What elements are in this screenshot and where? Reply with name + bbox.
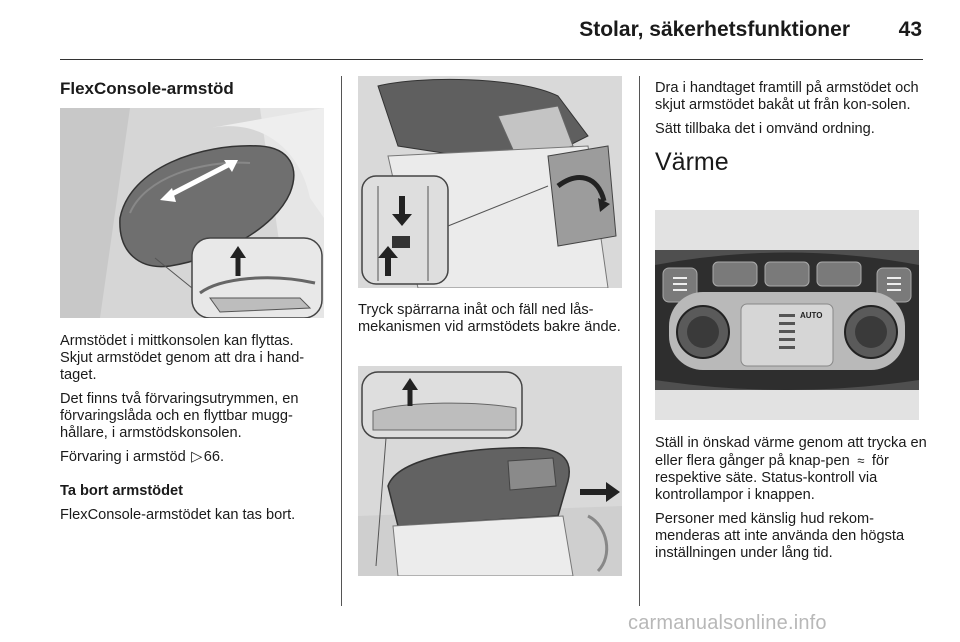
paragraph-text: för respektive säte. Status-kontroll via kontrollampor i knappen. [655, 453, 889, 503]
column-divider-1 [341, 76, 342, 606]
paragraph-text: Förvaring i armstöd [60, 449, 190, 465]
paragraph: Det finns två förvaringsutrymmen, en förvaringslåda och en flyttbar mugg-hållare, i armstödskonsolen. [60, 391, 299, 441]
page-reference[interactable]: 66. [203, 449, 225, 465]
page-number: 43 [898, 18, 922, 41]
seat-heat-icon: ≈ [857, 453, 865, 468]
paragraph: Armstödet i mittkonsolen kan flyttas. Skjut armstödet genom att dra i hand-taget. [60, 333, 305, 383]
page-header-title: Stolar, säkerhetsfunktioner [579, 18, 850, 41]
subheading-remove-armrest: Ta bort armstödet [60, 483, 183, 499]
figure-climate-panel [655, 210, 919, 420]
column-2-body [358, 302, 628, 343]
paragraph: Dra i handtaget framtill på armstödet och skjut armstödet bakåt ut från kon-solen. [655, 80, 919, 113]
header-rule [60, 59, 923, 60]
paragraph: Personer med känslig hud rekom-menderas att inte använda den högsta inställningen under lång tid. [655, 511, 905, 561]
auto-button-label: AUTO [800, 311, 823, 320]
paragraph-seat-heat [655, 435, 927, 504]
column-divider-2 [639, 76, 640, 606]
paragraph: FlexConsole-armstödet kan tas bort. [60, 507, 296, 523]
figure-armrest-remove [358, 366, 622, 576]
paragraph-text: Ställ in önskad värme genom att trycka en eller flera gånger på knap-pen [655, 435, 927, 469]
watermark: carmanualsonline.info [628, 612, 827, 634]
ref-arrow-icon: ▷ [191, 449, 203, 465]
column-1-body [60, 333, 328, 531]
section-heading-heating: Värme [655, 148, 729, 176]
column-3-body-bottom [655, 435, 927, 569]
paragraph: Tryck spärrarna inåt och fäll ned lås-mekanismen vid armstödets bakre ände. [358, 302, 621, 335]
column-1 [60, 80, 328, 109]
paragraph: Sätt tillbaka det i omvänd ordning. [655, 121, 875, 137]
paragraph-storage-ref [60, 449, 328, 466]
column-3-body-top [655, 80, 927, 185]
figure-latch-release [358, 76, 622, 288]
figure-armrest-slide [60, 108, 324, 318]
section-heading-flexconsole: FlexConsole-armstöd [60, 79, 234, 98]
